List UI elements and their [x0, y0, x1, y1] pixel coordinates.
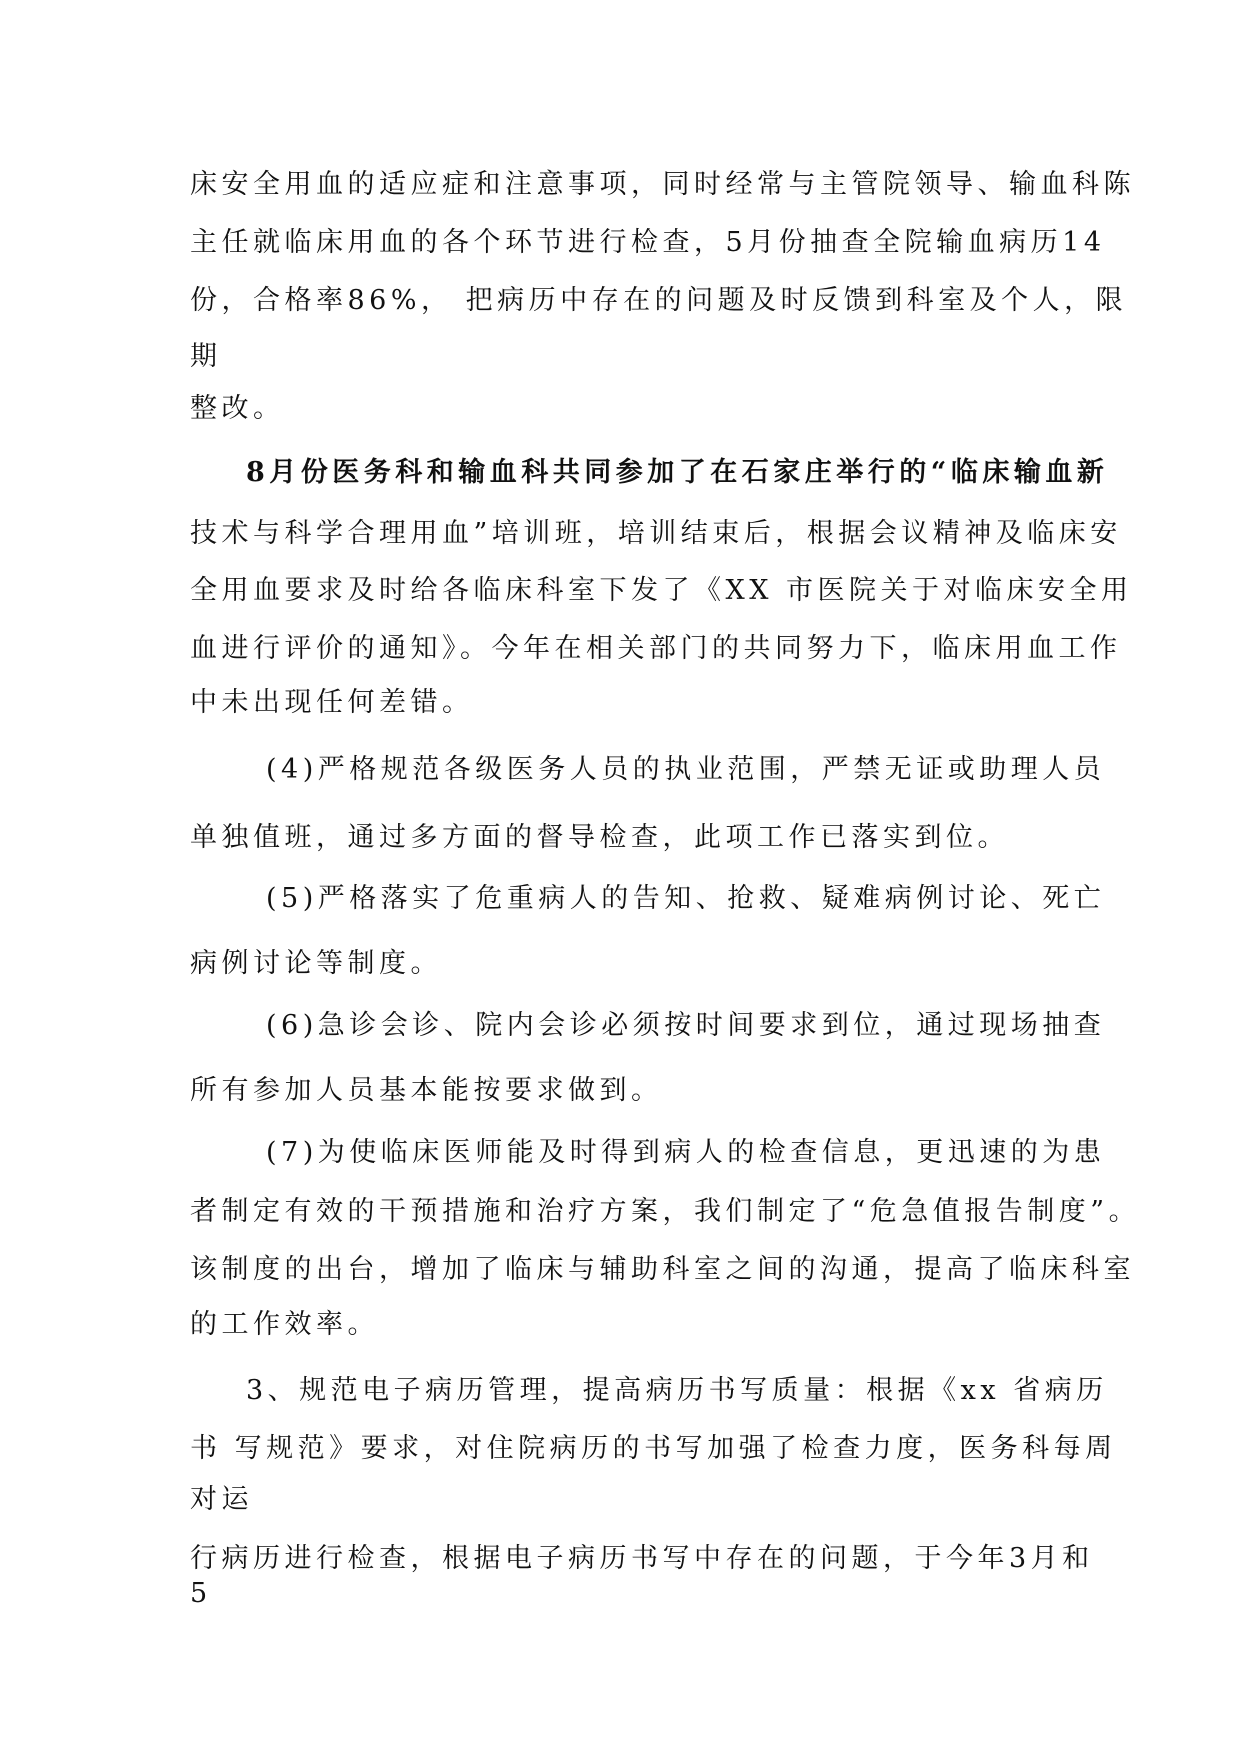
text-line: 3、规范电子病历管理，提高病历书写质量：根据《xx 省病历 [246, 1375, 1108, 1406]
text-line: 整改。 [190, 393, 285, 424]
text-line: 所有参加人员基本能按要求做到。 [190, 1075, 663, 1106]
text-line: 份，合格率86%， 把病历中存在的问题及时反馈到科室及个人，限 [190, 285, 1128, 316]
page-number: 5 [190, 1578, 212, 1609]
text-line: 该制度的出台，增加了临床与辅助科室之间的沟通，提高了临床科室 [190, 1254, 1135, 1285]
text-line: 者制定有效的干预措施和治疗方案，我们制定了“危急值报告制度”。 [190, 1196, 1141, 1227]
text-line: 书 写规范》要求，对住院病历的书写加强了检查力度，医务科每周 [190, 1433, 1117, 1464]
text-line: 行病历进行检查，根据电子病历书写中存在的问题，于今年3月和 [190, 1543, 1094, 1574]
text-line: 的工作效率。 [190, 1309, 379, 1340]
text-line: 8月份医务科和输血科共同参加了在石家庄举行的“临床输血新 [246, 457, 1109, 488]
text-line: 技术与科学合理用血”培训班，培训结束后，根据会议精神及临床安 [190, 518, 1122, 549]
text-line: (4)严格规范各级医务人员的执业范围，严禁无证或助理人员 [266, 754, 1106, 785]
text-line: (6)急诊会诊、院内会诊必须按时间要求到位，通过现场抽查 [266, 1010, 1106, 1041]
text-line: 主任就临床用血的各个环节进行检查，5月份抽查全院输血病历14 [190, 227, 1106, 258]
text-line: (7)为使临床医师能及时得到病人的检查信息，更迅速的为患 [266, 1137, 1106, 1168]
text-line: 床安全用血的适应症和注意事项，同时经常与主管院领导、输血科陈 [190, 169, 1135, 200]
text-line: 对运 [190, 1484, 253, 1515]
text-line: 病例讨论等制度。 [190, 948, 442, 979]
text-line: (5)严格落实了危重病人的告知、抢救、疑难病例讨论、死亡 [266, 883, 1106, 914]
text-line: 期 [190, 341, 222, 372]
text-line: 血进行评价的通知》。今年在相关部门的共同努力下，临床用血工作 [190, 633, 1122, 664]
text-line: 单独值班，通过多方面的督导检查，此项工作已落实到位。 [190, 822, 1009, 853]
text-line: 中未出现任何差错。 [190, 687, 474, 718]
text-line: 全用血要求及时给各临床科室下发了《XX 市医院关于对临床安全用 [190, 575, 1133, 606]
